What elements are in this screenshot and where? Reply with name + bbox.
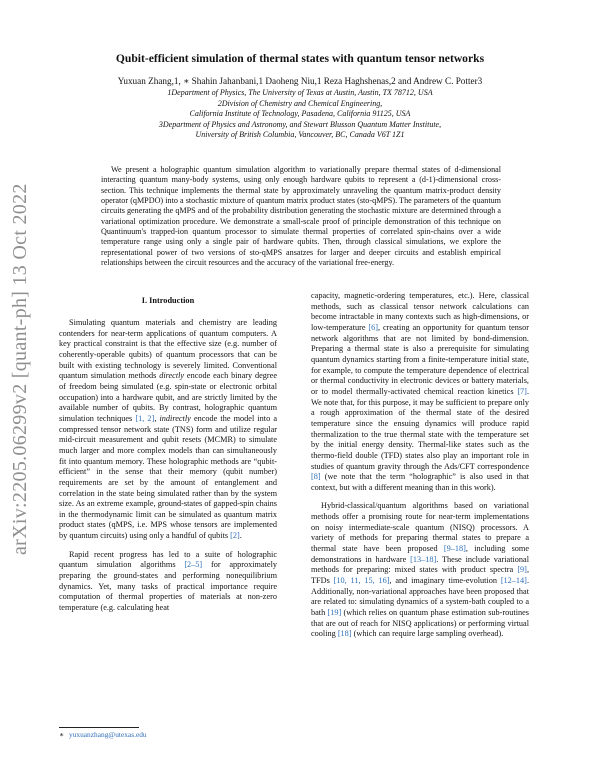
citation-link[interactable]: [10, 11, 15, 16] xyxy=(333,576,390,586)
left-column xyxy=(59,318,277,622)
citation-link[interactable]: [8] xyxy=(311,472,321,482)
affiliation-line: 3Department of Physics and Astronomy, and Stewart Blusson Quantum Matter Institute, xyxy=(158,119,442,129)
footnote-divider xyxy=(59,727,139,728)
right-column xyxy=(311,291,529,648)
text-run: , xyxy=(154,413,160,423)
affiliation-line: University of British Columbia, Vancouver, BC, Canada V6T 1Z1 xyxy=(195,130,405,140)
citation-link[interactable]: [19] xyxy=(327,608,342,618)
emphasis: indirectly xyxy=(159,413,191,423)
citation-link[interactable]: [2–5] xyxy=(184,560,203,570)
citation-link[interactable]: [9–18] xyxy=(443,544,466,554)
text-run: encode the model into a compressed tensor network state (TNS) form and utilize regular mid-circuit measurement and qubit resets (MCMR) to simulate much larger and more complex models than can simultaneously fit into quantum memory. These holographic methods are “qubit-efficient” in the sense that their memory (qubit number) requirements are set by the amount of entanglement and correlation in the state being simulated rather than by the system size. As an extreme example, ground-states of gapped-spin chains in the thermodynamic limit can be simulated as quantum matrix product states (qMPS, i.e. MPS whose tensors are implemented by quantum circuits) using only a handful of qubits xyxy=(59,413,277,541)
citation-link[interactable]: [2] xyxy=(230,531,240,541)
email-link[interactable]: yuxuanzhang@utexas.edu xyxy=(69,730,147,739)
text-run: for approximately preparing the ground-states and performing nonequilibrium dynamics. Yet, many tasks of practical importance require computation of thermal properties of materials at non-zero temperature (e.g. calculating heat xyxy=(59,560,277,613)
paper-title: Qubit-efficient simulation of thermal states with quantum tensor networks xyxy=(115,52,485,65)
text-run: encode each binary degree of freedom being simulated (e.g. spin-state or electronic orbital occupation) into a hardware qubit, and are strictly limited by the available number of qubits. By contrast, holographic quantum simulation techniques xyxy=(59,371,277,423)
footnote-mark: ∗ xyxy=(59,730,65,739)
citation-link[interactable]: [1, 2] xyxy=(135,413,155,423)
paragraph xyxy=(59,550,277,614)
text-run: Simulating quantum materials and chemistry are leading contenders for near-term applications of quantum computers. A key practical constraint is that the effective size (e.g. number of coherently-operable qubits) of quantum processors that can be built with existing technology is severely limited. Conventional quantum simulation methods xyxy=(59,318,277,381)
citation-link[interactable]: [9] xyxy=(517,565,527,575)
text-run: , including some demonstrations in hardware xyxy=(311,544,529,564)
text-run: , creating an opportunity for quantum tensor network algorithms that are not limited by bond-dimension. Preparing a thermal state is also a prerequisite for simulating quantum dynamics starting from a finite-temperature initial state, for example, to compute the temperature dependence of electrical or thermal conductivity in electronic devices or battery materials, or to model thermally-activated chemical reaction kinetics xyxy=(311,322,529,396)
text-run: capacity, magnetic-ordering temperatures, etc.). Here, classical methods, such as classical tensor network calculations can become intractable in many contexts such as high-dimensions, or low-temperature xyxy=(311,291,529,332)
citation-link[interactable]: [18] xyxy=(337,629,352,639)
paragraph xyxy=(59,318,277,542)
section-heading: I. Introduction xyxy=(141,296,195,305)
text-run: . xyxy=(239,531,242,541)
text-run: Hybrid-classical/quantum algorithms based on variational methods offer a promising route for near-term implementations on noisy intermediate-scale quantum (NISQ) processors. A variety of methods for preparing thermal states to prepare a thermal state have been proposed xyxy=(311,501,529,554)
paragraph xyxy=(311,501,529,640)
affiliation-line: 2Division of Chemistry and Chemical Engineering, xyxy=(217,98,383,108)
affiliation-line: 1Department of Physics, The University of Texas at Austin, Austin, TX 78712, USA xyxy=(167,88,433,97)
citation-link[interactable]: [12–14] xyxy=(500,576,527,586)
affiliation-line: California Institute of Technology, Pasadena, California 91125, USA xyxy=(189,109,411,119)
abstract: We present a holographic quantum simulation algorithm to variationally prepare thermal states of d-dimensional interacting quantum many-body systems, using only enough hardware qubits to represent a (d-1)-dimensional cross-section. This technique implements the thermal state by approximately unraveling the quantum matrix-product density operator (qMPDO) into a stochastic mixture of quantum matrix product states (sto-qMPS). The parameters of the quantum circuits generating the qMPS and of the probability distribution generating the stochastic mixture are determined through a variational optimization procedure. We demonstrate a small-scale proof of principle demonstration of this technique on Quantinuum's trapped-ion quantum processor to simulate thermal properties of correlated spin-chains over a wide temperature range using only a single pair of hardware qubits. Then, through classical simulations, we explore the representational power of two versions of sto-qMPS ansatzes for larger and deeper circuits and establish empirical relationships between the circuit resources and the accuracy of the variational free-energy. xyxy=(101,165,501,268)
paragraph xyxy=(311,291,529,493)
text-run: . We note that, for this purpose, it may be sufficient to prepare only a rough approximation of the thermal state of the desired temperature since the ensuing dynamics will produce rapid thermalization to the true thermal state with the temperature set by the initial energy density. Thermal-like states such as the thermo-field double (TFD) states also play an important role in studies of quantum gravity through the Ads/CFT correspondence xyxy=(311,386,529,471)
text-run: . These include variational methods for preparing: mixed states with product spectra xyxy=(311,554,529,575)
citation-link[interactable]: [7] xyxy=(517,386,527,396)
text-run: , and imaginary time-evolution xyxy=(389,576,501,586)
text-run: Rapid recent progress has led to a suite of holographic quantum simulation algorithms xyxy=(59,549,277,570)
text-run: (which can require large sampling overhead). xyxy=(351,629,504,639)
author-list: Yuxuan Zhang,1, ∗ Shahin Jahanbani,1 Daoheng Niu,1 Reza Haghshenas,2 and Andrew C. Potter3 xyxy=(117,76,483,86)
citation-link[interactable]: [6] xyxy=(368,322,379,332)
citation-link[interactable]: [13–18] xyxy=(410,554,437,564)
text-run: , TFDs xyxy=(311,565,529,586)
text-run: . Additionally, non-variational approaches have been proposed that are related to: simulating dynamics of a system-bath coupled to a bath xyxy=(311,576,529,618)
arxiv-identifier: arXiv:2205.06299v2 [quant-ph] 13 Oct 2022 xyxy=(9,183,31,555)
text-run: (which relies on quantum phase estimation sub-routines that are out of reach for NISQ applications) or performing virtual cooling xyxy=(311,608,529,639)
text-run: (we note that the term “holographic” is also used in that context, but with a different meaning than in this work). xyxy=(311,472,529,492)
affiliations xyxy=(60,88,540,141)
emphasis: directly xyxy=(159,371,185,381)
footnote xyxy=(59,730,277,739)
